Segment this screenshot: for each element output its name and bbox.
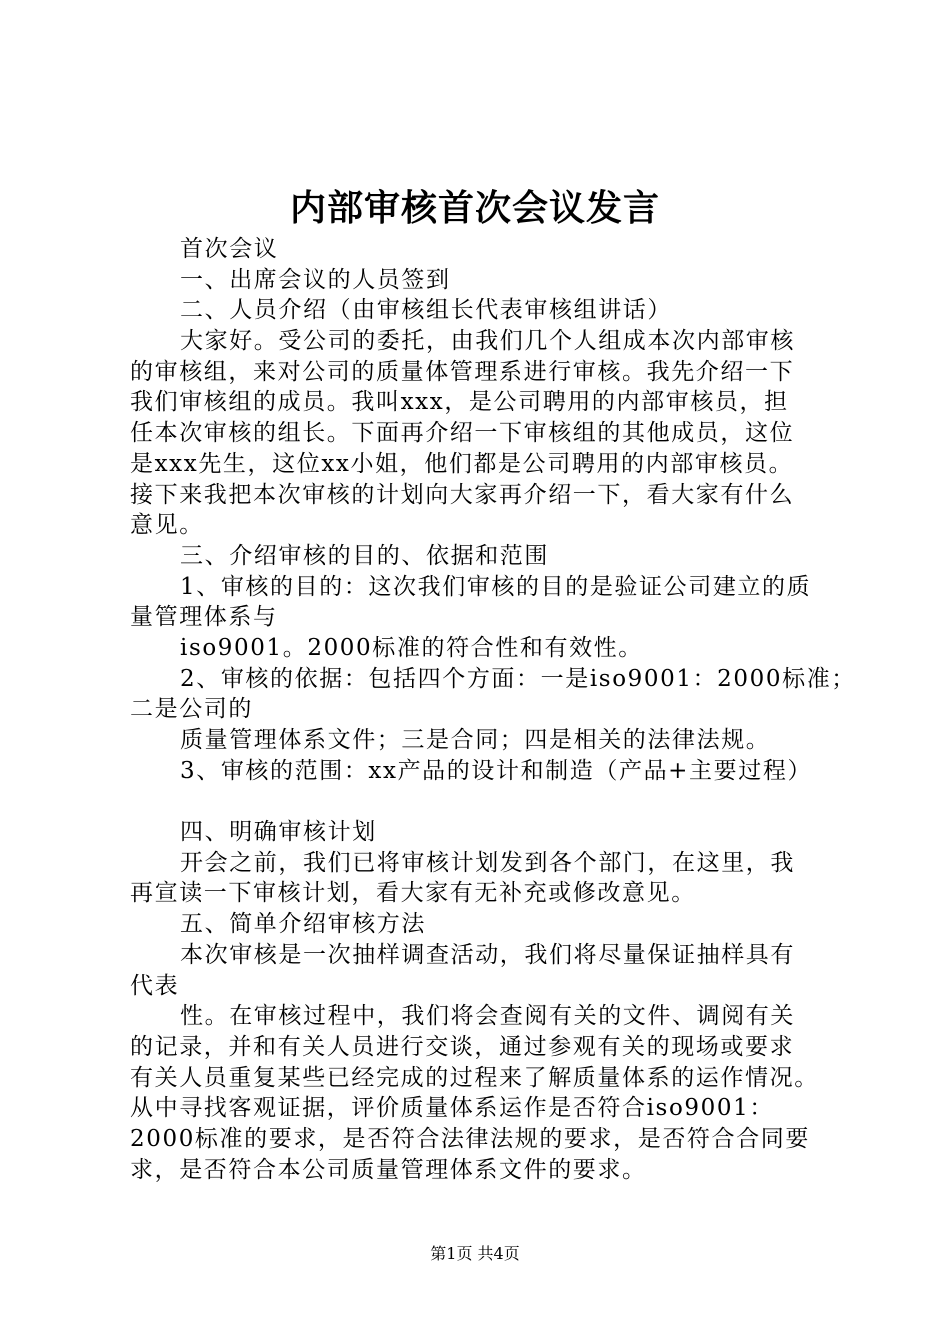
body-line: 2、审核的依据：包括四个方面：一是iso9001：2000标准；	[180, 665, 856, 692]
body-line: 有关人员重复某些已经完成的过程来了解质量体系的运作情况。	[130, 1064, 819, 1091]
body-line: 代表	[130, 972, 180, 999]
body-line: 性。在审核过程中，我们将会查阅有关的文件、调阅有关	[180, 1003, 795, 1030]
body-line: 二、人员介绍（由审核组长代表审核组讲话）	[180, 297, 672, 324]
body-line: 的审核组，来对公司的质量体管理系进行审核。我先介绍一下	[130, 358, 795, 385]
body-line: 接下来我把本次审核的计划向大家再介绍一下，看大家有什么	[130, 481, 795, 508]
page-footer: 第1页 共4页	[430, 1244, 520, 1263]
blank-line	[130, 786, 865, 817]
body-line: 的记录，并和有关人员进行交谈，通过参观有关的现场或要求	[130, 1033, 795, 1060]
body-line: 大家好。受公司的委托，由我们几个人组成本次内部审核	[180, 328, 795, 355]
body-line: 2000标准的要求，是否符合法律法规的要求，是否符合合同要	[130, 1125, 810, 1152]
body-line: 质量管理体系文件；三是合同；四是相关的法律法规。	[180, 727, 771, 753]
body-line: 一、出席会议的人员签到	[180, 266, 451, 293]
body-line: iso9001。2000标准的符合性和有效性。	[180, 634, 643, 661]
body-line: 任本次审核的组长。下面再介绍一下审核组的其他成员，这位	[130, 420, 795, 447]
body-line: 五、简单介绍审核方法	[180, 911, 426, 938]
body-line: 三、介绍审核的目的、依据和范围	[180, 542, 549, 569]
body-line: 二是公司的	[130, 696, 253, 723]
body-line: 我们审核组的成员。我叫xxx，是公司聘用的内部审核员，担	[130, 389, 789, 416]
body-line: 3、审核的范围：xx产品的设计和制造（产品+主要过程）	[180, 757, 813, 784]
body-line: 首次会议	[180, 236, 279, 262]
body-line: 本次审核是一次抽样调查活动，我们将尽量保证抽样具有	[180, 941, 795, 968]
body-line: 四、明确审核计划	[180, 819, 377, 846]
body-line: 量管理体系与	[130, 604, 278, 631]
document-title: 内部审核首次会议发言	[289, 187, 660, 229]
body-line: 求，是否符合本公司质量管理体系文件的要求。	[130, 1156, 647, 1183]
document-body	[130, 234, 865, 1185]
body-line: 开会之前，我们已将审核计划发到各个部门，在这里，我	[180, 849, 795, 876]
body-line: 再宣读一下审核计划，看大家有无补充或修改意见。	[130, 880, 696, 907]
body-line: 意见。	[130, 512, 204, 539]
body-line: 是xxx先生，这位xx小姐，他们都是公司聘用的内部审核员。	[130, 450, 794, 477]
body-line: 1、审核的目的：这次我们审核的目的是验证公司建立的质	[180, 573, 812, 600]
body-line: 从中寻找客观证据，评价质量体系运作是否符合iso9001：	[130, 1095, 774, 1122]
